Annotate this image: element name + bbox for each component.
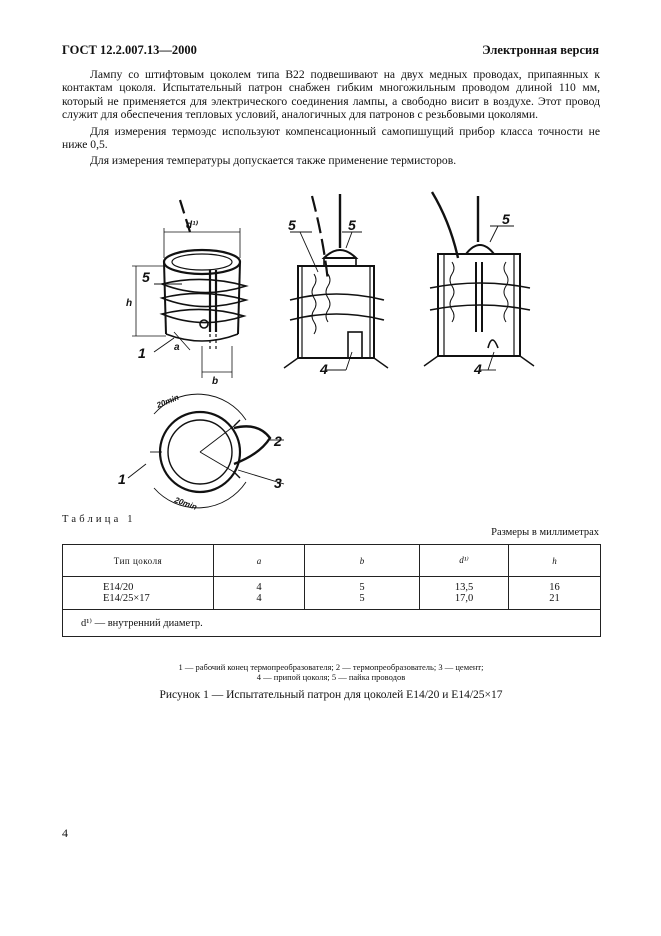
body-text	[62, 68, 600, 171]
angle-label-bottom: 20min	[173, 495, 199, 512]
cell-value: E14/20	[103, 582, 134, 593]
callout-2: 2	[274, 433, 282, 449]
callout-5: 5	[142, 269, 150, 285]
callout-1: 1	[138, 345, 146, 361]
table-row	[63, 577, 601, 610]
callout-4: 4	[320, 361, 328, 377]
dim-h-label: h	[126, 298, 133, 309]
cell-value: E14/25×17	[103, 593, 150, 604]
column-header: d¹⁾	[420, 545, 509, 577]
paragraph: Лампу со штифтовым цоколем типа В22 подвешивают на двух медных проводах, припаянных к контактам цоколя. Испытательный патрон снабжен гибким многожильным проводом длиной 110 мм, который не применяется для электрического соединения лампы, а свободно висит в воздухе. Этот провод служит для обеспечения тепловых условий, аналогичных для патронов с резьбовыми цоколями.	[62, 68, 600, 122]
cell-value: 5	[359, 582, 365, 593]
legend-line: 1 — рабочий конец термопреобразователя; 2 — термопреобразователь; 3 — цемент;	[178, 662, 484, 672]
cell-value: 5	[359, 593, 365, 604]
cell-value: 4	[256, 582, 262, 593]
figure-legend	[62, 662, 600, 682]
callout-1: 1	[118, 471, 126, 487]
callout-3: 3	[274, 475, 282, 491]
figure-caption: Рисунок 1 — Испытательный патрон для цоколей E14/20 и E14/25×17	[159, 689, 503, 701]
dim-a-label: a	[174, 342, 180, 353]
dim-b-label: b	[212, 376, 219, 387]
table-note-row	[63, 610, 601, 637]
legend-line: 4 — припой цоколя; 5 — пайка проводов	[256, 672, 406, 682]
callout-5: 5	[288, 217, 296, 233]
paragraph: Для измерения термоэдс используют компенсационный самопишущий прибор класса точности не ниже 0,5.	[62, 124, 600, 152]
cell-value: 13,5	[454, 582, 474, 593]
table-caption: Таблица 1	[62, 514, 136, 525]
cell-value: 4	[256, 593, 262, 604]
dim-d-label: d¹⁾	[186, 220, 199, 231]
cell-value: 21	[549, 593, 560, 604]
column-header: b	[305, 545, 420, 577]
table-cell	[305, 577, 420, 610]
cell-value: 17,0	[454, 593, 474, 604]
cell-value: 16	[549, 582, 560, 593]
column-header: h	[509, 545, 601, 577]
table-cell	[509, 577, 601, 610]
test-holder-drawing	[62, 182, 600, 512]
table-cell	[214, 577, 305, 610]
table-units: Размеры в миллиметрах	[491, 527, 599, 538]
column-header: Тип цоколя	[63, 545, 214, 577]
column-header: a	[214, 545, 305, 577]
dimensions-table	[62, 544, 601, 637]
callout-5: 5	[502, 211, 510, 227]
table-cell	[63, 577, 214, 610]
standard-number: ГОСТ 12.2.007.13—2000	[62, 43, 197, 57]
page-number: 4	[62, 826, 68, 840]
paragraph: Для измерения температуры допускается также применение термисторов.	[90, 154, 457, 168]
table-header-row	[63, 545, 601, 577]
callout-5: 5	[348, 217, 356, 233]
callout-4: 4	[474, 361, 482, 377]
table-footnote: d¹⁾ — внутренний диаметр.	[63, 610, 601, 637]
angle-label-top: 20min	[155, 392, 181, 410]
table-cell	[420, 577, 509, 610]
edition-label: Электронная версия	[482, 43, 599, 57]
